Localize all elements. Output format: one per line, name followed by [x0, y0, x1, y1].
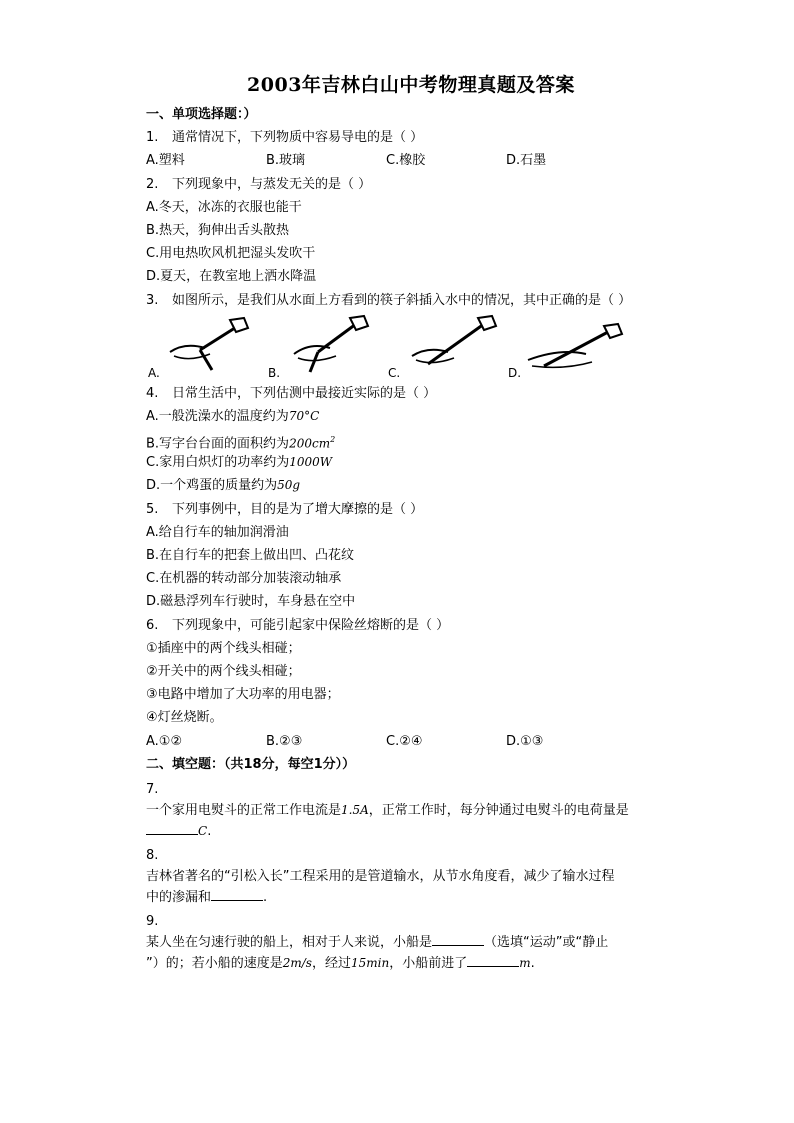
question-text: 一个家用电熨斗的正常工作电流是 — [146, 802, 342, 818]
figure-a — [146, 314, 266, 382]
option-b: B.在自行车的把套上做出凹、凸花纹 — [146, 548, 355, 563]
list-item: ④灯丝烧断。 — [146, 710, 223, 726]
list-item: ②开关中的两个线头相碰； — [146, 663, 301, 679]
question-text: ，经过 — [311, 955, 351, 971]
option-c — [146, 451, 676, 474]
option-math: 50g — [277, 478, 301, 493]
question-6 — [146, 614, 676, 637]
question-number: 3. — [146, 292, 159, 308]
chopstick-water-illustration — [160, 314, 260, 380]
value-math: 15min — [350, 955, 390, 970]
question-5 — [146, 498, 676, 521]
option-d: D.①③ — [506, 733, 544, 749]
answer-blank[interactable] — [467, 954, 519, 967]
question-text: 通常情况下，下列物质中容易导电的是（ ） — [172, 130, 424, 146]
option-text: D.一个鸡蛋的质量约为 — [146, 478, 278, 494]
q3-figures — [146, 314, 676, 382]
question-text: 吉林省著名的“引松入长”工程采用的是管道输水，从节水角度看，减少了输水过程 — [146, 868, 615, 884]
figure-label: A. — [148, 365, 160, 380]
question-text: 下列事例中，目的是为了增大摩擦的是（ ） — [172, 501, 424, 517]
question-text: 日常生活中，下列估测中最接近实际的是（ ） — [172, 385, 437, 401]
question-text: 中的渗漏和 — [146, 889, 212, 905]
question-3 — [146, 289, 676, 312]
question-text: 下列现象中，与蒸发无关的是（ ） — [172, 176, 372, 192]
option-c: C.橡胶 — [386, 153, 426, 169]
superscript: 2 — [330, 435, 336, 445]
option-d: D.石墨 — [506, 153, 547, 169]
question-2 — [146, 173, 676, 196]
question-text: （选填“运动”或“静止 — [484, 934, 609, 950]
question-text: 某人坐在匀速行驶的船上，相对于人来说，小船是 — [146, 934, 433, 950]
option-d: D.夏天，在教室地上洒水降温 — [146, 269, 317, 285]
answer-blank[interactable] — [432, 933, 484, 946]
unit-math: C — [198, 823, 208, 838]
option-b: B.玻璃 — [266, 153, 306, 169]
option-text: C.家用白炽灯的功率约为 — [146, 455, 290, 471]
q6-options — [146, 730, 676, 753]
option-d — [146, 474, 676, 497]
page-title: 2003年吉林白山中考物理真题及答案 — [247, 74, 575, 96]
question-number: 8. — [146, 847, 159, 863]
option-a — [146, 405, 676, 428]
figure-label: B. — [268, 365, 281, 380]
option-b: B.热天，狗伸出舌头散热 — [146, 222, 290, 238]
chopstick-water-illustration — [400, 314, 500, 380]
question-number: 5. — [146, 501, 159, 517]
figure-label: D. — [508, 365, 522, 380]
option-text: A.一般洗澡水的温度约为 — [146, 408, 289, 424]
unit-math: m — [519, 955, 531, 970]
section-heading-fill: 二、填空题：（共18分，每空1分）） — [146, 756, 356, 772]
answer-blank[interactable] — [146, 822, 198, 835]
figure-b — [266, 314, 386, 382]
question-7 — [146, 800, 676, 842]
question-text: 如图所示，是我们从水面上方看到的筷子斜插入水中的情况，其中正确的是（ ） — [172, 292, 632, 308]
option-b: B.②③ — [266, 733, 303, 749]
question-number: 9. — [146, 913, 159, 929]
option-d: D.磁悬浮列车行驶时，车身悬在空中 — [146, 594, 356, 610]
list-item: ③电路中增加了大功率的用电器； — [146, 687, 340, 703]
q1-options — [146, 149, 676, 172]
value-math: 2m/s — [282, 955, 312, 970]
list-item: ①插座中的两个线头相碰； — [146, 640, 301, 656]
option-math: 70°C — [288, 408, 320, 423]
figure-d — [506, 314, 626, 382]
punctuation: . — [530, 955, 535, 971]
answer-blank[interactable] — [211, 888, 263, 901]
question-8 — [146, 866, 676, 908]
option-b — [146, 428, 676, 451]
section-heading-choice: 一、单项选择题：） — [146, 107, 257, 122]
option-c: C.用电热吹风机把湿头发吹干 — [146, 246, 316, 262]
figure-label: C. — [388, 365, 401, 380]
question-number: 2. — [146, 176, 159, 192]
option-a: A.冬天，冰冻的衣服也能干 — [146, 199, 302, 215]
question-text: ”）的；若小船的速度是 — [146, 955, 283, 971]
question-text: 下列现象中，可能引起家中保险丝熔断的是（ ） — [172, 617, 450, 633]
option-c: C.②④ — [386, 733, 423, 749]
question-number: 6. — [146, 617, 159, 633]
question-text: ，小船前进了 — [389, 955, 468, 971]
option-text: B.写字台台面的面积约为 — [146, 436, 290, 452]
option-a: A.给自行车的轴加润滑油 — [146, 524, 289, 540]
chopstick-water-illustration — [280, 314, 380, 380]
document-page — [146, 70, 676, 974]
question-number: 7. — [146, 781, 159, 797]
question-1 — [146, 126, 676, 149]
punctuation: . — [207, 823, 212, 839]
value-math: 1.5A — [341, 802, 369, 817]
option-c: C.在机器的转动部分加装滚动轴承 — [146, 571, 342, 587]
question-number: 1. — [146, 130, 159, 146]
question-number: 4. — [146, 385, 159, 401]
option-math: 200cm — [289, 436, 331, 451]
punctuation: . — [263, 889, 268, 905]
figure-c — [386, 314, 506, 382]
question-text: ，正常工作时，每分钟通过电熨斗的电荷量是 — [368, 802, 629, 818]
option-a: A.①② — [146, 733, 183, 749]
option-a: A.塑料 — [146, 153, 185, 169]
question-4 — [146, 382, 676, 405]
chopstick-water-illustration — [520, 314, 630, 380]
question-9 — [146, 932, 676, 974]
option-math: 1000W — [289, 455, 333, 470]
